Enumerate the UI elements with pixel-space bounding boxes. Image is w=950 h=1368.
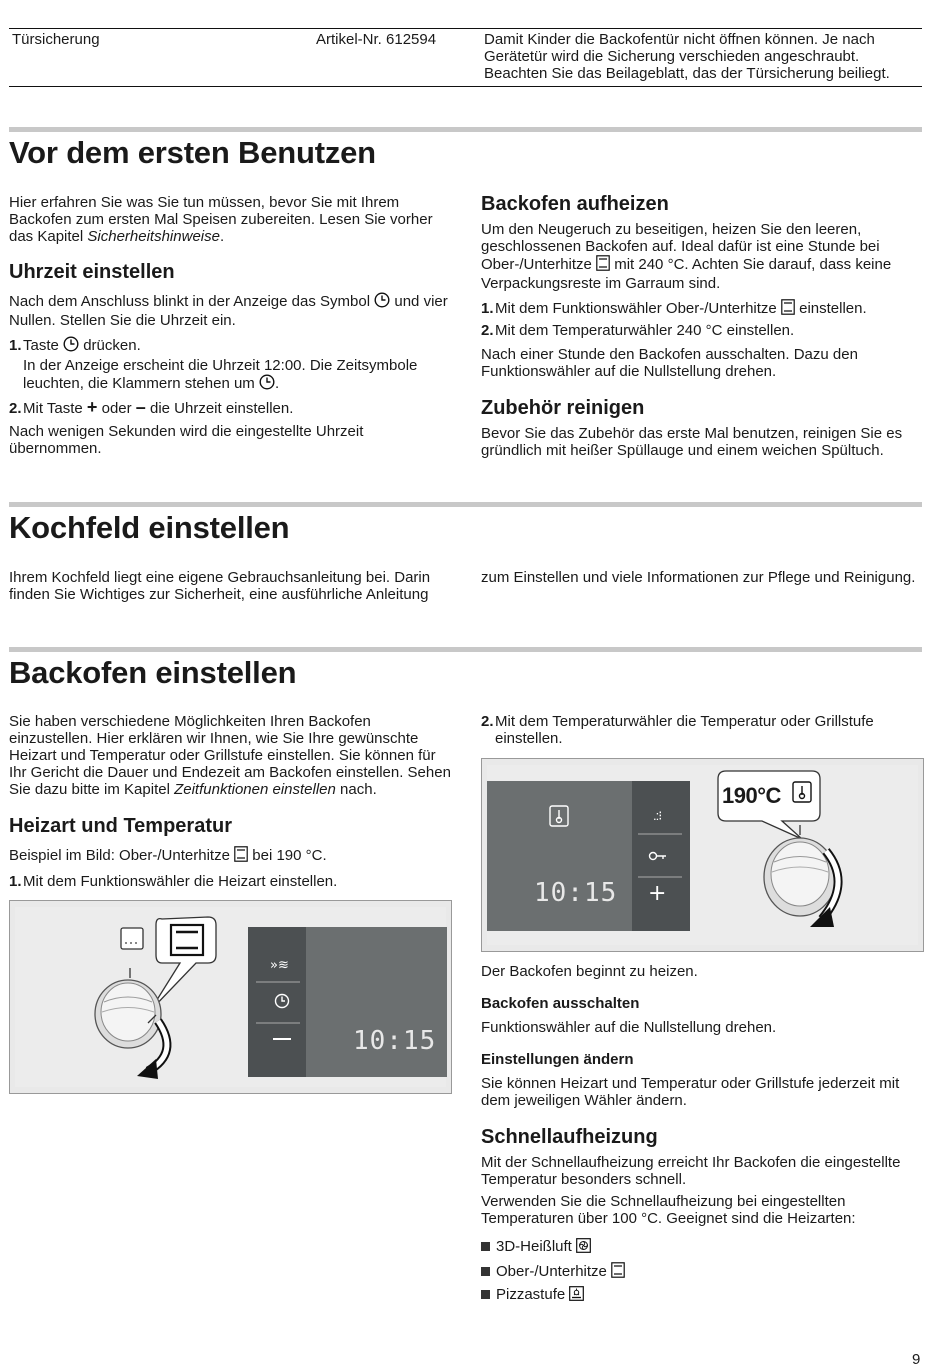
subsection-title: Heizart und Temperatur — [9, 815, 232, 837]
step-item: 1.Mit dem Funktionswähler die Heizart einstellen. — [9, 873, 338, 890]
subsection-heading: Einstellungen ändern — [481, 1051, 634, 1068]
cooktop-paragraph-left: Ihrem Kochfeld liegt eine eigene Gebrauchsanleitung bei. Darin finden Sie Wichtiges zur Sicherheit, eine ausführliche Anleitung — [9, 569, 431, 603]
section-title: Vor dem ersten Benutzen — [9, 135, 376, 170]
key-lock-icon — [648, 849, 668, 866]
subsection-title: Schnellaufheizung — [481, 1126, 658, 1148]
clock-icon — [259, 374, 275, 394]
minus-key-symbol: – — [135, 397, 146, 417]
accessory-article: Artikel-Nr. 612594 — [316, 31, 437, 48]
clock-icon — [374, 292, 390, 312]
temperature-callout: 190°C — [722, 783, 781, 808]
heat-after: Nach einer Stunde den Backofen ausschalten. Dazu den Funktionswähler auf die Nullstellung drehen. — [481, 346, 858, 380]
example-line: Beispiel im Bild: Ober-/Unterhitze bei 190 °C. — [9, 847, 327, 864]
heat-paragraph: Um den Neugeruch zu beseitigen, heizen Sie den leeren, geschlossenen Backofen auf. Ideal dafür ist eine Stunde bei Ober-/Unterhitze mit 240 °C. Achten Sie darauf, dass keine Verpackungsreste im Garraum sind. — [481, 221, 892, 292]
rapid-paragraph-1: Mit der Schnellaufheizung erreicht Ihr Backofen die eingestellte Temperatur besonders schnell. — [481, 1154, 901, 1188]
accessory-name: Türsicherung — [12, 31, 100, 48]
step-item: 2.Mit dem Temperaturwähler 240 °C einstellen. — [481, 322, 795, 339]
plus-button-icon: + — [648, 881, 667, 906]
top-bottom-heat-icon — [234, 846, 248, 866]
top-bottom-heat-icon — [781, 299, 795, 319]
bullet-icon — [481, 1267, 490, 1276]
subsection-title: Zubehör reinigen — [481, 397, 645, 419]
plus-key-symbol: + — [86, 397, 98, 417]
function-selector-illustration — [9, 900, 452, 1094]
top-bottom-heat-icon — [596, 255, 610, 275]
rapid-heat-symbol-icon: .:⁝ — [653, 808, 662, 823]
table-top-rule — [9, 28, 922, 29]
page-number: 9 — [912, 1351, 921, 1368]
clock-icon — [63, 336, 79, 356]
bullet-icon — [481, 1290, 490, 1299]
section-bar — [9, 647, 922, 652]
subsection-title: Uhrzeit einstellen — [9, 261, 175, 283]
accessories-paragraph: Bevor Sie das Zubehör das erste Mal benutzen, reinigen Sie es gründlich mit heißer Spüllauge und einem weichen Spültuch. — [481, 425, 903, 459]
subsection-title: Backofen aufheizen — [481, 193, 669, 215]
list-item: 3D-Heißluft — [481, 1238, 922, 1262]
minus-button-icon — [273, 1038, 291, 1040]
section-bar — [9, 127, 922, 132]
pizza-setting-icon — [569, 1286, 584, 1305]
switch-off-paragraph: Funktionswähler auf die Nullstellung drehen. — [481, 1019, 777, 1036]
section-title: Kochfeld einstellen — [9, 510, 290, 545]
clock-paragraph: Nach dem Anschluss blinkt in der Anzeige das Symbol und vier Nullen. Stellen Sie die Uhrzeit ein. — [9, 293, 448, 329]
intro-paragraph: Hier erfahren Sie was Sie tun müssen, bevor Sie mit Ihrem Backofen zum ersten Mal Speisen zubereiten. Lesen Sie vorher das Kapitel Sicherheitshinweise. — [9, 194, 433, 245]
cooktop-paragraph-right: zum Einstellen und viele Informationen zur Pflege und Reinigung. — [481, 569, 916, 586]
display-time: 10:15 — [353, 1026, 437, 1056]
step-item: 2. Mit dem Temperaturwähler die Temperatur oder Grillstufe einstellen. — [481, 713, 874, 747]
rapid-paragraph-2: Verwenden Sie die Schnellaufheizung bei eingestellten Temperaturen über 100 °C. Geeignet sind die Heizarten: — [481, 1193, 856, 1227]
hot-air-symbol-icon: »≋ — [270, 958, 289, 973]
list-item: Pizzastufe — [481, 1286, 922, 1310]
section-title: Backofen einstellen — [9, 655, 297, 690]
step-item: 1.Mit dem Funktionswähler Ober-/Unterhitze einstellen. — [481, 300, 867, 317]
clock-icon — [274, 993, 290, 1013]
subsection-heading: Backofen ausschalten — [481, 995, 640, 1012]
top-bottom-heat-icon — [611, 1262, 625, 1282]
accessory-description: Damit Kinder die Backofentür nicht öffnen können. Je nach Gerätetür wird die Sicherung verschieden angeschraubt. Beachten Sie das Beilageblatt, das der Türsicherung beiliegt. — [484, 31, 890, 82]
step-item: 2.Mit Taste + oder – die Uhrzeit einstellen. — [9, 397, 294, 417]
clock-after: Nach wenigen Sekunden wird die eingestellte Uhrzeit übernommen. — [9, 423, 364, 457]
bullet-icon — [481, 1242, 490, 1251]
thermometer-icon — [792, 781, 812, 807]
temperature-selector-illustration — [481, 758, 924, 952]
thermometer-icon — [549, 805, 569, 831]
step-item: 1.Taste drücken. — [9, 337, 141, 354]
display-time: 10:15 — [534, 878, 618, 908]
heating-started: Der Backofen beginnt zu heizen. — [481, 963, 698, 980]
intro-paragraph: Sie haben verschiedene Möglichkeiten Ihren Backofen einzustellen. Hier erklären wir Ihnen, wie Sie Ihre gewünschte Heizart und Temperatur oder Grillstufe einstellen. Sie können für Ihr Gericht die Dauer und Endezeit am Backofen einstellen. Sehen Sie dazu bitte im Kapitel Zeitfunktionen einstellen nach. — [9, 713, 451, 798]
list-item: Ober-/Unterhitze — [481, 1262, 922, 1286]
section-bar — [9, 502, 922, 507]
change-paragraph: Sie können Heizart und Temperatur oder Grillstufe jederzeit mit dem jeweiligen Wähler ändern. — [481, 1075, 900, 1109]
fan-heat-icon — [576, 1238, 591, 1257]
heating-types-list — [481, 1238, 922, 1310]
step-result: In der Anzeige erscheint die Uhrzeit 12:00. Die Zeitsymbole leuchten, die Klammern stehen um . — [23, 357, 418, 392]
table-bottom-rule — [9, 86, 922, 87]
